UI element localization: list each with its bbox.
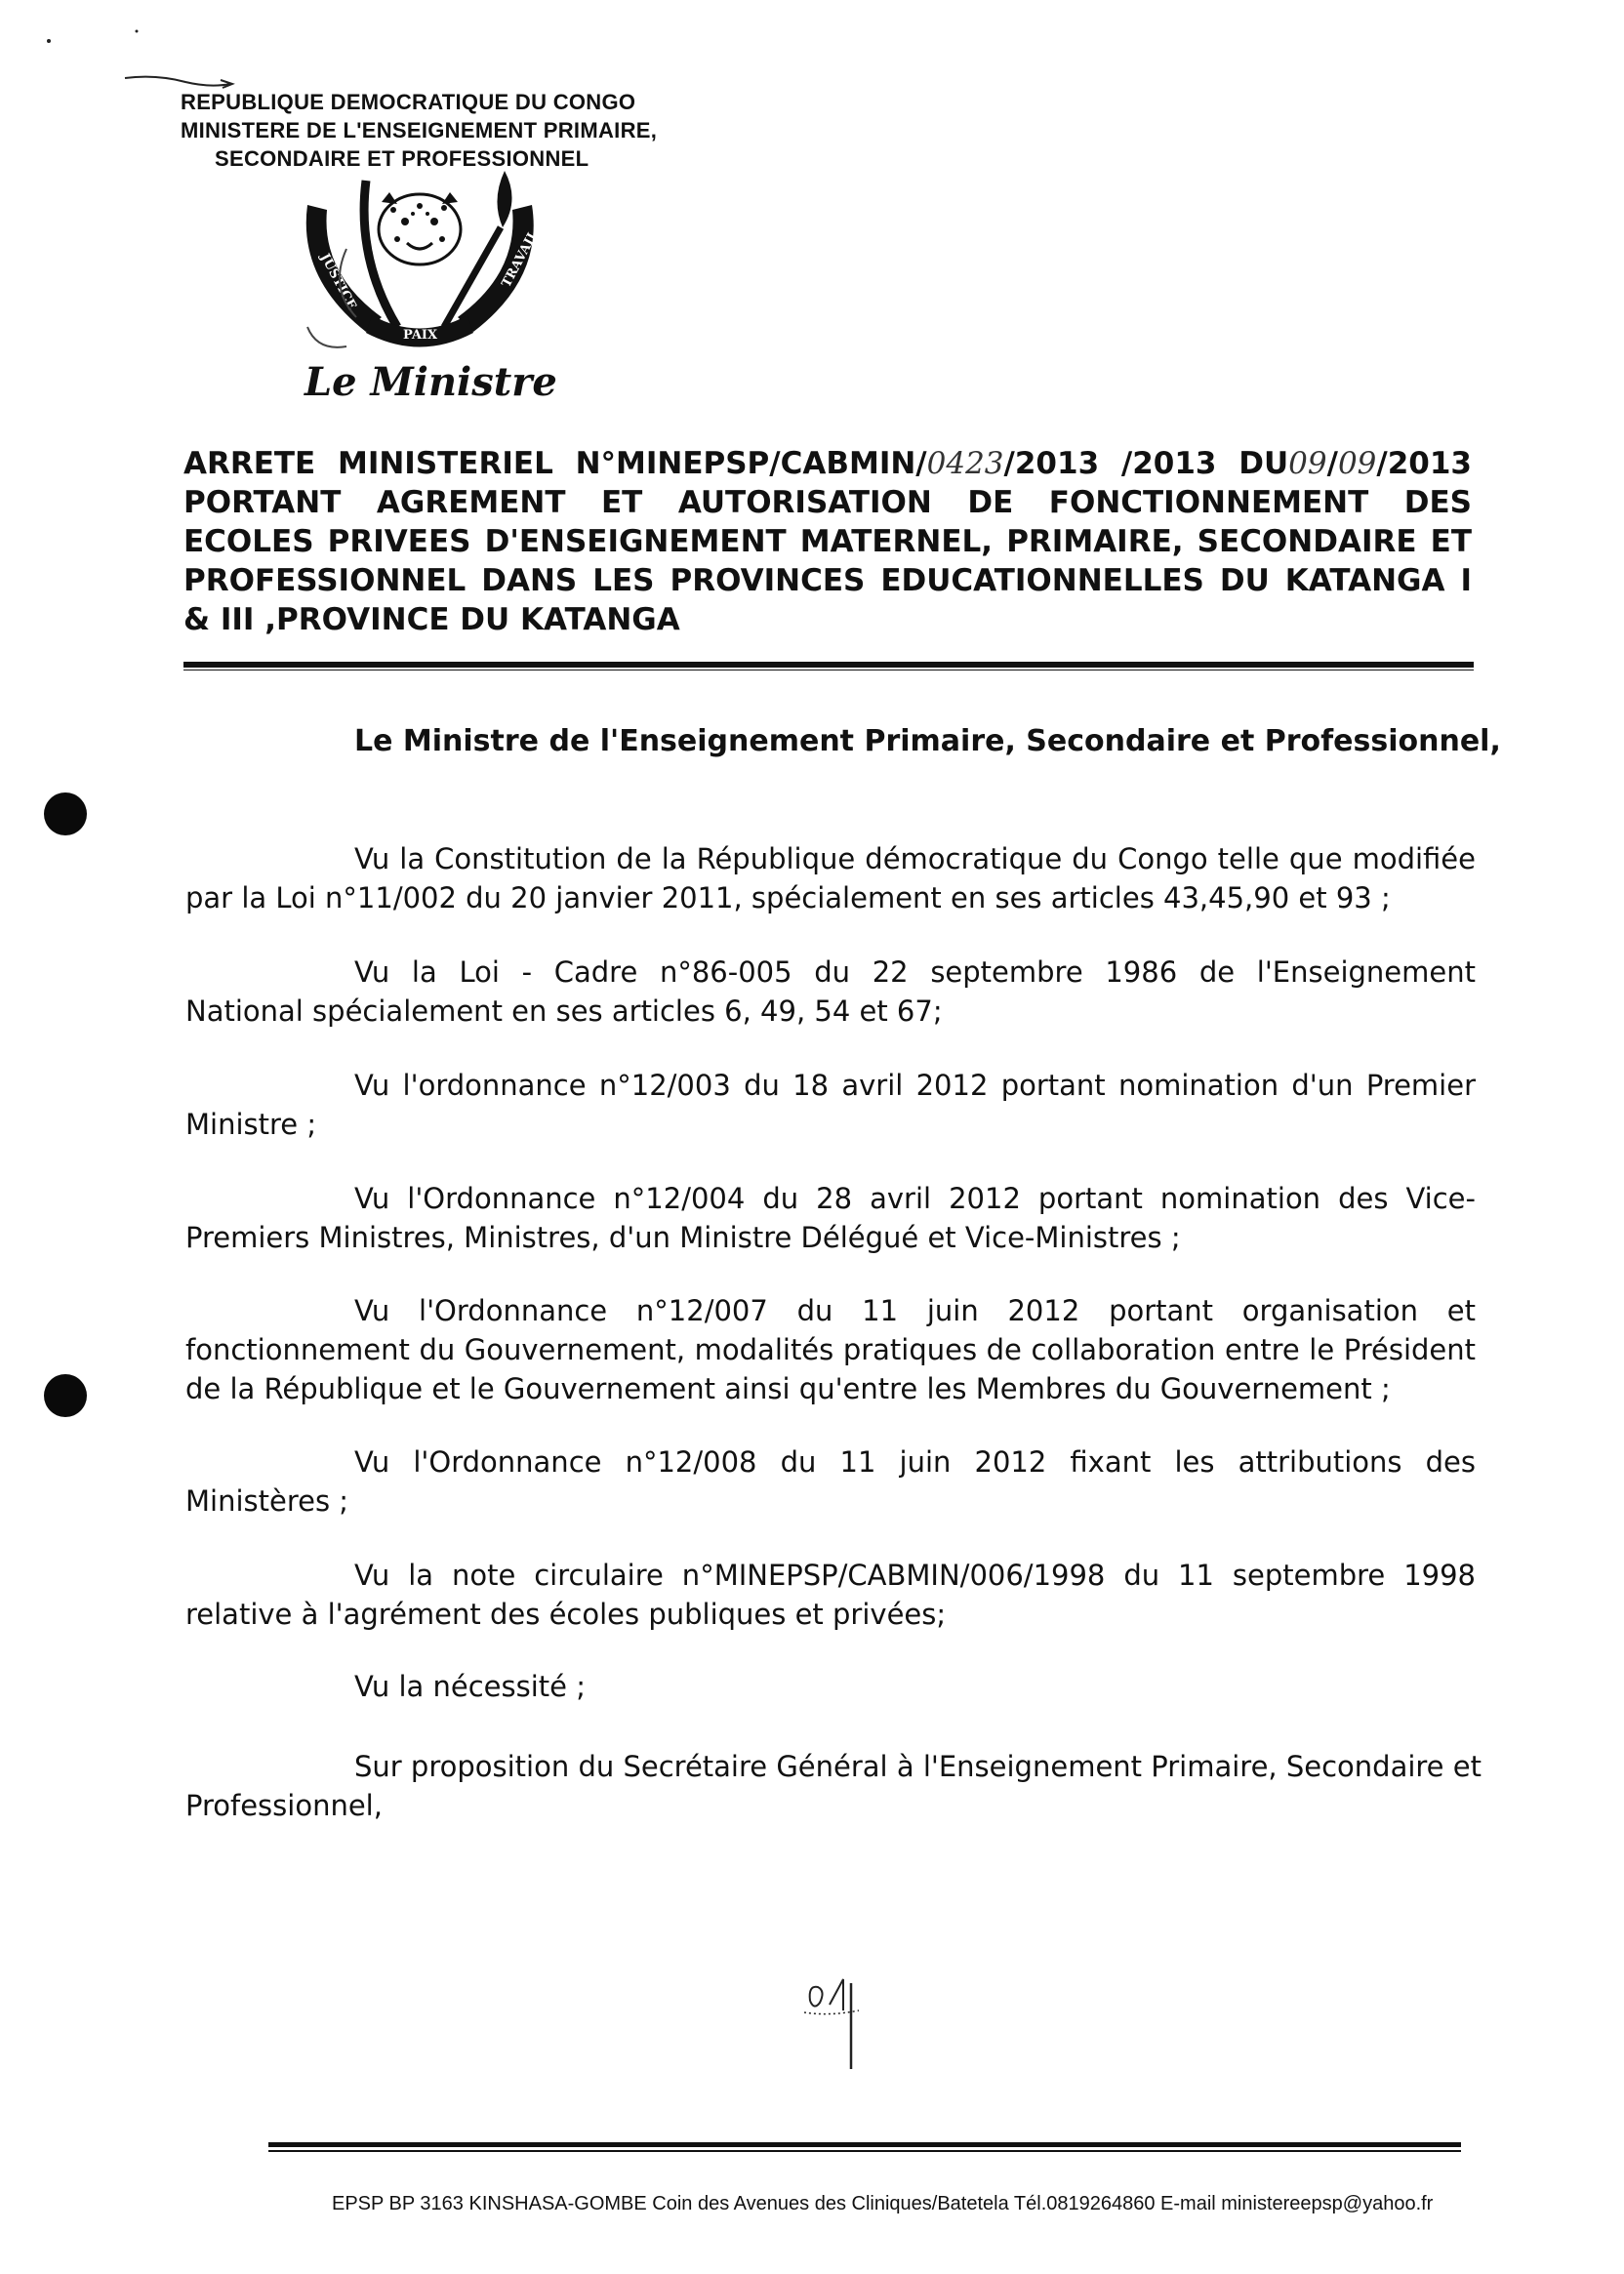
title-line-3: ECOLES PRIVEES D'ENSEIGNEMENT MATERNEL, PRIMAIRE, SECONDAIRE ET <box>183 524 1472 559</box>
svg-text:TRAVAIL: TRAVAIL <box>499 227 542 291</box>
handwritten-initials <box>800 1971 878 2079</box>
recital-constitution: Vu la Constitution de la République démocratique du Congo telle que modifiée par la Loi n°11/002 du 20 janvier 2011, spécialement en ses articles 43,45,90 et 93 ; <box>185 842 1476 914</box>
svg-text:JUSTICE: JUSTICE <box>316 251 359 313</box>
coat-of-arms-emblem <box>288 171 551 366</box>
header-republic: REPUBLIQUE DEMOCRATIQUE DU CONGO <box>181 90 636 114</box>
recital-ordonnance-007: Vu l'Ordonnance n°12/007 du 11 juin 2012 portant organisation et fonctionnement du Gouvernement, modalités pratiques de collaboration entre le Président de la République et le Gouvernement ainsi qu'entre les Membres du Gouvernement ; <box>185 1294 1476 1405</box>
header-ministry-cont: SECONDAIRE ET PROFESSIONNEL <box>215 146 589 171</box>
punch-hole <box>44 1374 87 1417</box>
footer-address: EPSP BP 3163 KINSHASA-GOMBE Coin des Avenues des Cliniques/Batetela Tél.0819264860 E-mail ministereepsp@yahoo.fr <box>332 2193 1434 2214</box>
header-ministry: MINISTERE DE L'ENSEIGNEMENT PRIMAIRE, <box>181 118 658 142</box>
footer-divider-thin <box>268 2150 1461 2152</box>
recital-ordonnance-004: Vu l'Ordonnance n°12/004 du 28 avril 2012 portant nomination des Vice- Premiers Ministres, Ministres, d'un Ministre Délégué et Vice-Ministres ; <box>185 1182 1476 1254</box>
footer-divider <box>268 2142 1461 2147</box>
handwritten-day: 09 <box>1288 446 1327 481</box>
recital-ordonnance-008: Vu l'Ordonnance n°12/008 du 11 juin 2012 fixant les attributions des Ministères ; <box>185 1445 1476 1518</box>
title-divider <box>183 662 1474 668</box>
title-line-2: PORTANT AGREMENT ET AUTORISATION DE FONCTIONNEMENT DES <box>183 485 1472 520</box>
title-line-5: & III ,PROVINCE DU KATANGA <box>183 602 680 637</box>
title-line-1: ARRETE MINISTERIEL N°MINEPSP/CABMIN/0423/2013 /2013 DU09/09/2013 <box>183 446 1472 481</box>
punch-hole <box>44 792 87 835</box>
recital-ordonnance-003: Vu l'ordonnance n°12/003 du 18 avril 2012 portant nomination d'un Premier Ministre ; <box>185 1069 1476 1141</box>
title-line-4: PROFESSIONNEL DANS LES PROVINCES EDUCATIONNELLES DU KATANGA I <box>183 563 1472 598</box>
handwritten-number: 0423 <box>926 446 1004 481</box>
svg-text:PAIX: PAIX <box>403 328 438 343</box>
recital-necessite: Vu la nécessité ; <box>354 1670 586 1703</box>
decree-title <box>183 444 1472 639</box>
leopard-head-icon <box>379 192 461 264</box>
scan-marks <box>39 20 254 98</box>
recital-note-circulaire: Vu la note circulaire n°MINEPSP/CABMIN/006/1998 du 11 septembre 1998 relative à l'agrément des écoles publiques et privées; <box>185 1559 1476 1631</box>
addressee-heading: Le Ministre de l'Enseignement Primaire, Secondaire et Professionnel, <box>354 724 1501 758</box>
recital-loi-cadre: Vu la Loi - Cadre n°86-005 du 22 septembre 1986 de l'Enseignement National spécialement en ses articles 6, 49, 54 et 67; <box>185 955 1476 1028</box>
signature-title: Le Ministre <box>304 359 557 405</box>
handwritten-month: 09 <box>1337 446 1377 481</box>
recital-proposition: Sur proposition du Secrétaire Général à l'Enseignement Primaire, Secondaire et Professionnel, <box>185 1750 1482 1822</box>
